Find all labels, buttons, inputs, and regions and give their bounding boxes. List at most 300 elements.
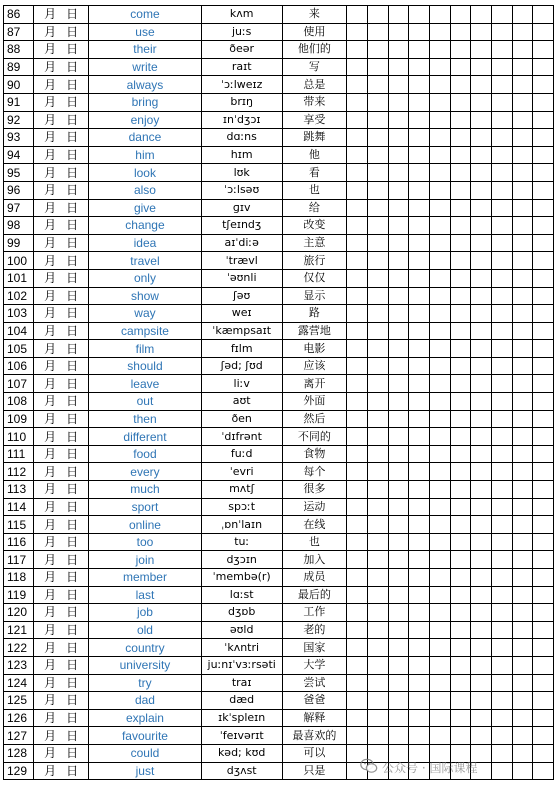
blank-cell[interactable] — [347, 146, 368, 164]
blank-cell[interactable] — [533, 639, 554, 657]
blank-cell[interactable] — [533, 375, 554, 393]
blank-cell[interactable] — [450, 234, 471, 252]
blank-cell[interactable] — [429, 357, 450, 375]
blank-cell[interactable] — [491, 340, 512, 358]
blank-cell[interactable] — [367, 164, 388, 182]
blank-cell[interactable] — [491, 621, 512, 639]
blank-cell[interactable] — [367, 621, 388, 639]
blank-cell[interactable] — [429, 58, 450, 76]
blank-cell[interactable] — [409, 551, 430, 569]
blank-cell[interactable] — [533, 287, 554, 305]
blank-cell[interactable] — [533, 234, 554, 252]
blank-cell[interactable] — [491, 604, 512, 622]
blank-cell[interactable] — [409, 621, 430, 639]
blank-cell[interactable] — [471, 287, 492, 305]
blank-cell[interactable] — [347, 481, 368, 499]
blank-cell[interactable] — [533, 533, 554, 551]
blank-cell[interactable] — [347, 305, 368, 323]
blank-cell[interactable] — [450, 533, 471, 551]
blank-cell[interactable] — [347, 6, 368, 24]
blank-cell[interactable] — [347, 164, 368, 182]
blank-cell[interactable] — [512, 692, 533, 710]
blank-cell[interactable] — [533, 58, 554, 76]
blank-cell[interactable] — [450, 656, 471, 674]
blank-cell[interactable] — [471, 727, 492, 745]
blank-cell[interactable] — [450, 445, 471, 463]
blank-cell[interactable] — [409, 129, 430, 147]
blank-cell[interactable] — [367, 410, 388, 428]
blank-cell[interactable] — [471, 340, 492, 358]
blank-cell[interactable] — [533, 357, 554, 375]
blank-cell[interactable] — [533, 146, 554, 164]
blank-cell[interactable] — [429, 76, 450, 94]
blank-cell[interactable] — [367, 111, 388, 129]
blank-cell[interactable] — [388, 692, 409, 710]
blank-cell[interactable] — [533, 656, 554, 674]
blank-cell[interactable] — [429, 428, 450, 446]
blank-cell[interactable] — [388, 639, 409, 657]
blank-cell[interactable] — [491, 41, 512, 59]
blank-cell[interactable] — [450, 428, 471, 446]
blank-cell[interactable] — [533, 410, 554, 428]
blank-cell[interactable] — [512, 93, 533, 111]
blank-cell[interactable] — [491, 146, 512, 164]
blank-cell[interactable] — [450, 322, 471, 340]
blank-cell[interactable] — [533, 340, 554, 358]
blank-cell[interactable] — [512, 586, 533, 604]
blank-cell[interactable] — [491, 445, 512, 463]
blank-cell[interactable] — [388, 463, 409, 481]
blank-cell[interactable] — [429, 639, 450, 657]
blank-cell[interactable] — [491, 463, 512, 481]
blank-cell[interactable] — [491, 181, 512, 199]
blank-cell[interactable] — [450, 164, 471, 182]
blank-cell[interactable] — [491, 322, 512, 340]
blank-cell[interactable] — [347, 692, 368, 710]
blank-cell[interactable] — [471, 164, 492, 182]
blank-cell[interactable] — [450, 111, 471, 129]
blank-cell[interactable] — [491, 252, 512, 270]
blank-cell[interactable] — [491, 23, 512, 41]
blank-cell[interactable] — [388, 428, 409, 446]
blank-cell[interactable] — [388, 129, 409, 147]
blank-cell[interactable] — [409, 199, 430, 217]
blank-cell[interactable] — [388, 551, 409, 569]
blank-cell[interactable] — [491, 269, 512, 287]
blank-cell[interactable] — [409, 164, 430, 182]
blank-cell[interactable] — [429, 621, 450, 639]
blank-cell[interactable] — [388, 234, 409, 252]
blank-cell[interactable] — [388, 269, 409, 287]
blank-cell[interactable] — [491, 111, 512, 129]
blank-cell[interactable] — [367, 674, 388, 692]
blank-cell[interactable] — [429, 727, 450, 745]
blank-cell[interactable] — [533, 164, 554, 182]
blank-cell[interactable] — [429, 463, 450, 481]
blank-cell[interactable] — [491, 199, 512, 217]
blank-cell[interactable] — [388, 6, 409, 24]
blank-cell[interactable] — [347, 428, 368, 446]
blank-cell[interactable] — [347, 498, 368, 516]
blank-cell[interactable] — [367, 181, 388, 199]
blank-cell[interactable] — [388, 375, 409, 393]
blank-cell[interactable] — [450, 393, 471, 411]
blank-cell[interactable] — [450, 146, 471, 164]
blank-cell[interactable] — [471, 463, 492, 481]
blank-cell[interactable] — [533, 93, 554, 111]
blank-cell[interactable] — [347, 709, 368, 727]
blank-cell[interactable] — [471, 234, 492, 252]
blank-cell[interactable] — [429, 481, 450, 499]
blank-cell[interactable] — [388, 305, 409, 323]
blank-cell[interactable] — [450, 621, 471, 639]
blank-cell[interactable] — [450, 498, 471, 516]
blank-cell[interactable] — [409, 58, 430, 76]
blank-cell[interactable] — [367, 656, 388, 674]
blank-cell[interactable] — [367, 551, 388, 569]
blank-cell[interactable] — [429, 252, 450, 270]
blank-cell[interactable] — [471, 604, 492, 622]
blank-cell[interactable] — [409, 340, 430, 358]
blank-cell[interactable] — [429, 234, 450, 252]
blank-cell[interactable] — [367, 41, 388, 59]
blank-cell[interactable] — [512, 375, 533, 393]
blank-cell[interactable] — [450, 23, 471, 41]
blank-cell[interactable] — [533, 674, 554, 692]
blank-cell[interactable] — [512, 111, 533, 129]
blank-cell[interactable] — [347, 621, 368, 639]
blank-cell[interactable] — [388, 709, 409, 727]
blank-cell[interactable] — [388, 287, 409, 305]
blank-cell[interactable] — [367, 234, 388, 252]
blank-cell[interactable] — [512, 340, 533, 358]
blank-cell[interactable] — [367, 76, 388, 94]
blank-cell[interactable] — [450, 569, 471, 587]
blank-cell[interactable] — [429, 586, 450, 604]
blank-cell[interactable] — [450, 58, 471, 76]
blank-cell[interactable] — [471, 639, 492, 657]
blank-cell[interactable] — [409, 639, 430, 657]
blank-cell[interactable] — [409, 445, 430, 463]
blank-cell[interactable] — [429, 129, 450, 147]
blank-cell[interactable] — [533, 604, 554, 622]
blank-cell[interactable] — [429, 93, 450, 111]
blank-cell[interactable] — [409, 709, 430, 727]
blank-cell[interactable] — [409, 6, 430, 24]
blank-cell[interactable] — [450, 692, 471, 710]
blank-cell[interactable] — [388, 23, 409, 41]
blank-cell[interactable] — [388, 410, 409, 428]
blank-cell[interactable] — [512, 393, 533, 411]
blank-cell[interactable] — [471, 199, 492, 217]
blank-cell[interactable] — [429, 551, 450, 569]
blank-cell[interactable] — [409, 393, 430, 411]
blank-cell[interactable] — [429, 287, 450, 305]
blank-cell[interactable] — [409, 410, 430, 428]
blank-cell[interactable] — [409, 111, 430, 129]
blank-cell[interactable] — [367, 93, 388, 111]
blank-cell[interactable] — [450, 463, 471, 481]
blank-cell[interactable] — [409, 305, 430, 323]
blank-cell[interactable] — [450, 604, 471, 622]
blank-cell[interactable] — [388, 498, 409, 516]
blank-cell[interactable] — [367, 199, 388, 217]
blank-cell[interactable] — [512, 305, 533, 323]
blank-cell[interactable] — [429, 516, 450, 534]
blank-cell[interactable] — [471, 41, 492, 59]
blank-cell[interactable] — [491, 93, 512, 111]
blank-cell[interactable] — [450, 41, 471, 59]
blank-cell[interactable] — [491, 287, 512, 305]
blank-cell[interactable] — [471, 357, 492, 375]
blank-cell[interactable] — [347, 340, 368, 358]
blank-cell[interactable] — [450, 709, 471, 727]
blank-cell[interactable] — [388, 76, 409, 94]
blank-cell[interactable] — [429, 41, 450, 59]
blank-cell[interactable] — [388, 340, 409, 358]
blank-cell[interactable] — [533, 111, 554, 129]
blank-cell[interactable] — [429, 322, 450, 340]
blank-cell[interactable] — [347, 181, 368, 199]
blank-cell[interactable] — [491, 481, 512, 499]
blank-cell[interactable] — [450, 252, 471, 270]
blank-cell[interactable] — [450, 6, 471, 24]
blank-cell[interactable] — [450, 217, 471, 235]
blank-cell[interactable] — [533, 621, 554, 639]
blank-cell[interactable] — [367, 533, 388, 551]
blank-cell[interactable] — [347, 533, 368, 551]
blank-cell[interactable] — [409, 322, 430, 340]
blank-cell[interactable] — [429, 656, 450, 674]
blank-cell[interactable] — [491, 727, 512, 745]
blank-cell[interactable] — [367, 516, 388, 534]
blank-cell[interactable] — [512, 76, 533, 94]
blank-cell[interactable] — [388, 533, 409, 551]
blank-cell[interactable] — [347, 393, 368, 411]
blank-cell[interactable] — [533, 709, 554, 727]
blank-cell[interactable] — [429, 533, 450, 551]
blank-cell[interactable] — [367, 23, 388, 41]
blank-cell[interactable] — [491, 551, 512, 569]
blank-cell[interactable] — [533, 129, 554, 147]
blank-cell[interactable] — [367, 322, 388, 340]
blank-cell[interactable] — [347, 76, 368, 94]
blank-cell[interactable] — [347, 93, 368, 111]
blank-cell[interactable] — [471, 393, 492, 411]
blank-cell[interactable] — [429, 217, 450, 235]
blank-cell[interactable] — [512, 674, 533, 692]
blank-cell[interactable] — [512, 234, 533, 252]
blank-cell[interactable] — [471, 516, 492, 534]
blank-cell[interactable] — [347, 199, 368, 217]
blank-cell[interactable] — [388, 516, 409, 534]
blank-cell[interactable] — [533, 322, 554, 340]
blank-cell[interactable] — [409, 481, 430, 499]
blank-cell[interactable] — [388, 111, 409, 129]
blank-cell[interactable] — [450, 305, 471, 323]
blank-cell[interactable] — [429, 393, 450, 411]
blank-cell[interactable] — [367, 639, 388, 657]
blank-cell[interactable] — [471, 305, 492, 323]
blank-cell[interactable] — [512, 164, 533, 182]
blank-cell[interactable] — [347, 639, 368, 657]
blank-cell[interactable] — [471, 146, 492, 164]
blank-cell[interactable] — [471, 111, 492, 129]
blank-cell[interactable] — [471, 6, 492, 24]
blank-cell[interactable] — [533, 569, 554, 587]
blank-cell[interactable] — [533, 23, 554, 41]
blank-cell[interactable] — [347, 569, 368, 587]
blank-cell[interactable] — [450, 674, 471, 692]
blank-cell[interactable] — [491, 58, 512, 76]
blank-cell[interactable] — [491, 498, 512, 516]
blank-cell[interactable] — [512, 551, 533, 569]
blank-cell[interactable] — [409, 656, 430, 674]
blank-cell[interactable] — [471, 551, 492, 569]
blank-cell[interactable] — [512, 181, 533, 199]
blank-cell[interactable] — [533, 305, 554, 323]
blank-cell[interactable] — [367, 445, 388, 463]
blank-cell[interactable] — [367, 129, 388, 147]
blank-cell[interactable] — [471, 410, 492, 428]
blank-cell[interactable] — [450, 181, 471, 199]
blank-cell[interactable] — [512, 199, 533, 217]
blank-cell[interactable] — [367, 252, 388, 270]
blank-cell[interactable] — [512, 322, 533, 340]
blank-cell[interactable] — [409, 357, 430, 375]
blank-cell[interactable] — [491, 428, 512, 446]
blank-cell[interactable] — [533, 41, 554, 59]
blank-cell[interactable] — [471, 269, 492, 287]
blank-cell[interactable] — [491, 357, 512, 375]
blank-cell[interactable] — [512, 463, 533, 481]
blank-cell[interactable] — [512, 533, 533, 551]
blank-cell[interactable] — [533, 551, 554, 569]
blank-cell[interactable] — [471, 23, 492, 41]
blank-cell[interactable] — [347, 234, 368, 252]
blank-cell[interactable] — [367, 305, 388, 323]
blank-cell[interactable] — [450, 76, 471, 94]
blank-cell[interactable] — [409, 498, 430, 516]
blank-cell[interactable] — [450, 551, 471, 569]
blank-cell[interactable] — [512, 41, 533, 59]
blank-cell[interactable] — [388, 322, 409, 340]
blank-cell[interactable] — [388, 586, 409, 604]
blank-cell[interactable] — [388, 41, 409, 59]
blank-cell[interactable] — [450, 727, 471, 745]
blank-cell[interactable] — [471, 481, 492, 499]
blank-cell[interactable] — [471, 533, 492, 551]
blank-cell[interactable] — [429, 445, 450, 463]
blank-cell[interactable] — [512, 656, 533, 674]
blank-cell[interactable] — [429, 111, 450, 129]
blank-cell[interactable] — [491, 692, 512, 710]
blank-cell[interactable] — [471, 58, 492, 76]
blank-cell[interactable] — [367, 6, 388, 24]
blank-cell[interactable] — [533, 516, 554, 534]
blank-cell[interactable] — [471, 674, 492, 692]
blank-cell[interactable] — [512, 58, 533, 76]
blank-cell[interactable] — [450, 269, 471, 287]
blank-cell[interactable] — [512, 357, 533, 375]
blank-cell[interactable] — [388, 58, 409, 76]
blank-cell[interactable] — [450, 287, 471, 305]
blank-cell[interactable] — [388, 727, 409, 745]
blank-cell[interactable] — [533, 217, 554, 235]
blank-cell[interactable] — [491, 375, 512, 393]
blank-cell[interactable] — [429, 709, 450, 727]
blank-cell[interactable] — [347, 287, 368, 305]
blank-cell[interactable] — [471, 621, 492, 639]
blank-cell[interactable] — [533, 199, 554, 217]
blank-cell[interactable] — [491, 533, 512, 551]
blank-cell[interactable] — [347, 586, 368, 604]
blank-cell[interactable] — [533, 727, 554, 745]
blank-cell[interactable] — [409, 533, 430, 551]
blank-cell[interactable] — [367, 375, 388, 393]
blank-cell[interactable] — [409, 727, 430, 745]
blank-cell[interactable] — [512, 252, 533, 270]
blank-cell[interactable] — [388, 93, 409, 111]
blank-cell[interactable] — [409, 76, 430, 94]
blank-cell[interactable] — [347, 217, 368, 235]
blank-cell[interactable] — [347, 674, 368, 692]
blank-cell[interactable] — [491, 6, 512, 24]
blank-cell[interactable] — [367, 58, 388, 76]
blank-cell[interactable] — [409, 41, 430, 59]
blank-cell[interactable] — [388, 164, 409, 182]
blank-cell[interactable] — [450, 375, 471, 393]
blank-cell[interactable] — [388, 674, 409, 692]
blank-cell[interactable] — [491, 709, 512, 727]
blank-cell[interactable] — [347, 357, 368, 375]
blank-cell[interactable] — [450, 639, 471, 657]
blank-cell[interactable] — [367, 481, 388, 499]
blank-cell[interactable] — [471, 709, 492, 727]
blank-cell[interactable] — [367, 569, 388, 587]
blank-cell[interactable] — [388, 445, 409, 463]
blank-cell[interactable] — [512, 287, 533, 305]
blank-cell[interactable] — [429, 23, 450, 41]
blank-cell[interactable] — [409, 23, 430, 41]
blank-cell[interactable] — [409, 569, 430, 587]
blank-cell[interactable] — [471, 322, 492, 340]
blank-cell[interactable] — [512, 129, 533, 147]
blank-cell[interactable] — [512, 604, 533, 622]
blank-cell[interactable] — [367, 146, 388, 164]
blank-cell[interactable] — [347, 269, 368, 287]
blank-cell[interactable] — [367, 269, 388, 287]
blank-cell[interactable] — [512, 410, 533, 428]
blank-cell[interactable] — [491, 164, 512, 182]
blank-cell[interactable] — [388, 146, 409, 164]
blank-cell[interactable] — [347, 516, 368, 534]
blank-cell[interactable] — [347, 727, 368, 745]
blank-cell[interactable] — [491, 217, 512, 235]
blank-cell[interactable] — [409, 375, 430, 393]
blank-cell[interactable] — [388, 604, 409, 622]
blank-cell[interactable] — [450, 357, 471, 375]
blank-cell[interactable] — [471, 93, 492, 111]
blank-cell[interactable] — [388, 181, 409, 199]
blank-cell[interactable] — [429, 340, 450, 358]
blank-cell[interactable] — [367, 217, 388, 235]
blank-cell[interactable] — [347, 445, 368, 463]
blank-cell[interactable] — [347, 410, 368, 428]
blank-cell[interactable] — [367, 709, 388, 727]
blank-cell[interactable] — [347, 604, 368, 622]
blank-cell[interactable] — [471, 692, 492, 710]
